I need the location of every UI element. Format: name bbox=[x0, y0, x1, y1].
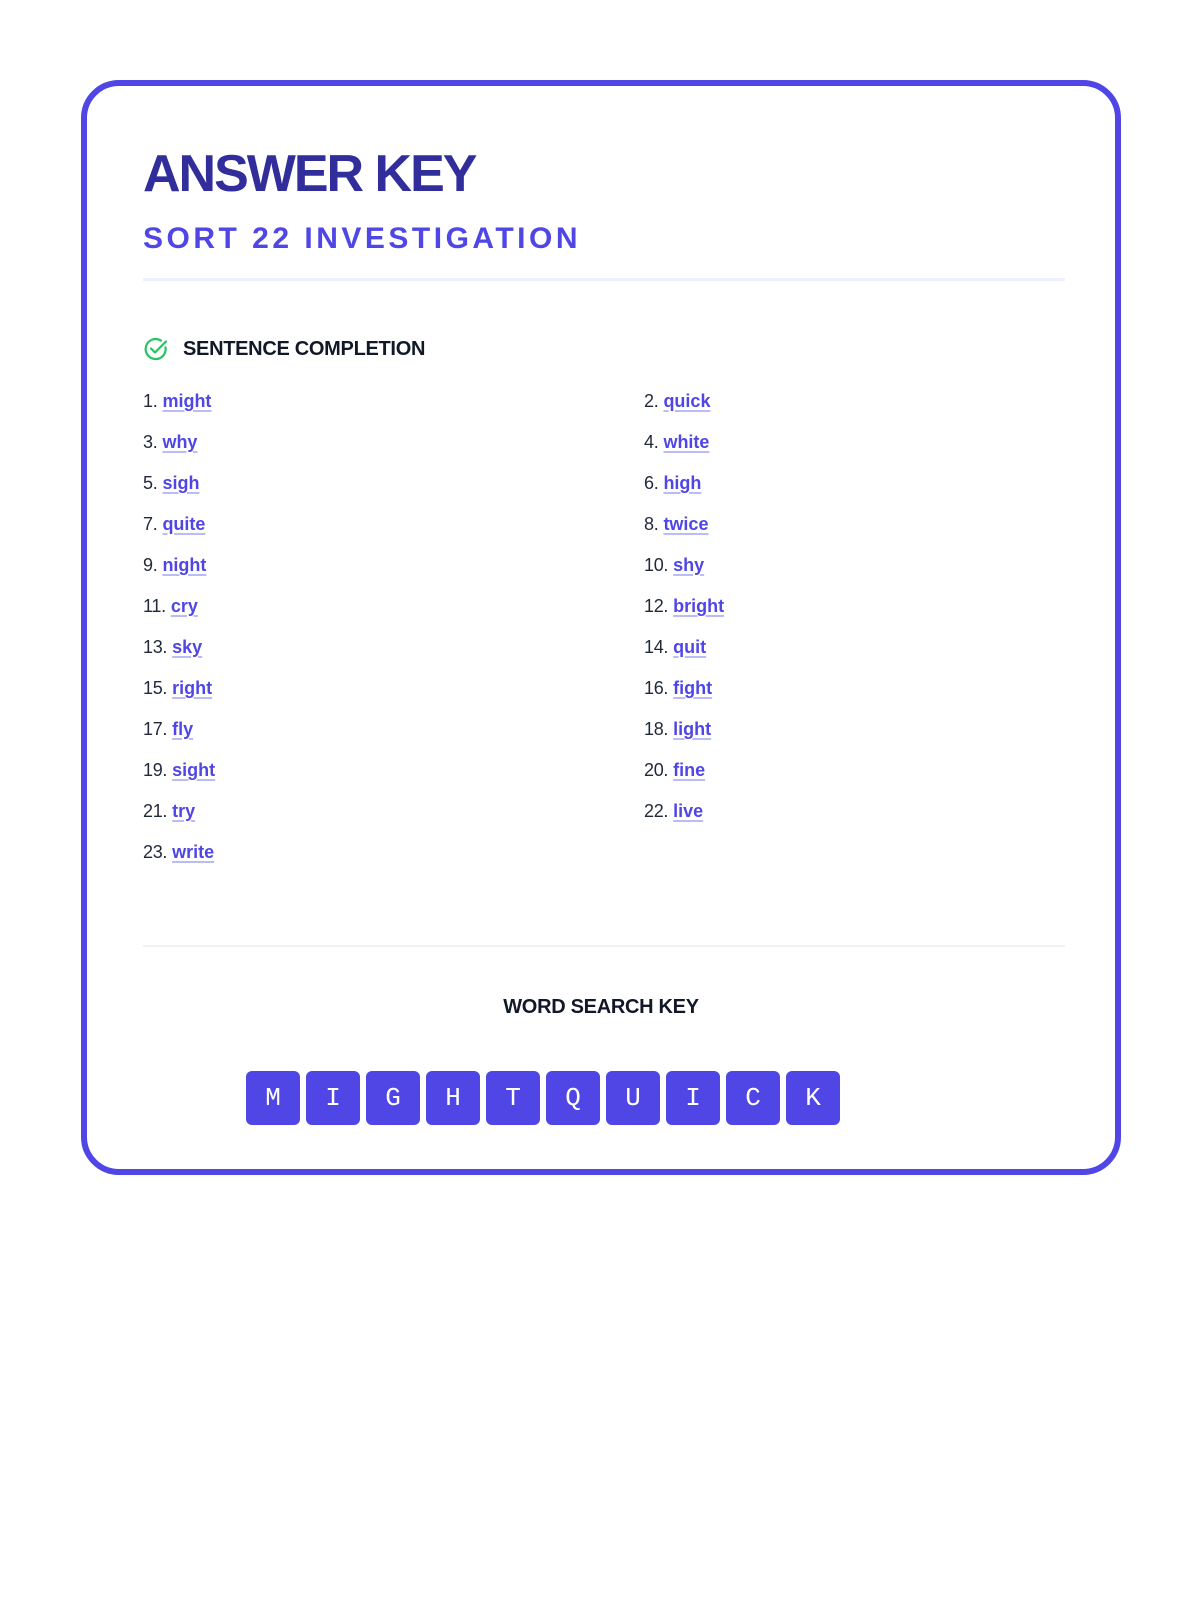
answer-item bbox=[143, 389, 644, 430]
answer-word: fine bbox=[673, 760, 706, 780]
letter-tile: I bbox=[666, 1071, 720, 1125]
check-circle-icon bbox=[143, 336, 169, 362]
answer-number: 10. bbox=[644, 555, 669, 575]
letter-tile: C bbox=[726, 1071, 780, 1125]
answer-word: write bbox=[172, 842, 215, 862]
answer-word: bright bbox=[673, 596, 725, 616]
answer-word: sight bbox=[172, 760, 216, 780]
answer-number: 13. bbox=[143, 637, 168, 657]
answer-list bbox=[143, 389, 1065, 881]
answer-number: 14. bbox=[644, 637, 669, 657]
answer-number: 23. bbox=[143, 842, 168, 862]
answer-number: 4. bbox=[644, 432, 659, 452]
answer-item bbox=[644, 717, 1065, 758]
answer-number: 17. bbox=[143, 719, 168, 739]
answer-number: 12. bbox=[644, 596, 669, 616]
answer-number: 22. bbox=[644, 801, 669, 821]
answer-item bbox=[644, 430, 1065, 471]
answer-word: quick bbox=[663, 391, 711, 411]
answer-number: 3. bbox=[143, 432, 158, 452]
answer-item bbox=[143, 430, 644, 471]
answer-word: cry bbox=[170, 596, 198, 616]
answer-item bbox=[644, 471, 1065, 512]
answer-item bbox=[644, 676, 1065, 717]
word-search-title: WORD SEARCH KEY bbox=[503, 996, 699, 1018]
answer-number: 1. bbox=[143, 391, 158, 411]
answer-item bbox=[644, 758, 1065, 799]
answer-item bbox=[143, 717, 644, 758]
answer-word: why bbox=[162, 432, 198, 452]
answer-item bbox=[143, 512, 644, 553]
answer-word: twice bbox=[663, 514, 709, 534]
section-divider bbox=[143, 945, 1065, 947]
answer-number: 18. bbox=[644, 719, 669, 739]
answer-word: quite bbox=[162, 514, 206, 534]
answer-word: fight bbox=[673, 678, 713, 698]
answer-item bbox=[644, 635, 1065, 676]
answer-item bbox=[644, 553, 1065, 594]
answer-item bbox=[143, 553, 644, 594]
answer-number: 11. bbox=[143, 596, 166, 616]
answer-word: sigh bbox=[162, 473, 200, 493]
answer-word: might bbox=[162, 391, 212, 411]
answer-number: 19. bbox=[143, 760, 168, 780]
page-title: ANSWER KEY bbox=[143, 145, 476, 203]
answer-number: 7. bbox=[143, 514, 158, 534]
answer-word: high bbox=[663, 473, 702, 493]
letter-tile: T bbox=[486, 1071, 540, 1125]
answer-number: 8. bbox=[644, 514, 659, 534]
answer-item bbox=[644, 594, 1065, 635]
answer-number: 21. bbox=[143, 801, 168, 821]
answer-key-card bbox=[81, 80, 1121, 1175]
answer-word: try bbox=[172, 801, 196, 821]
answer-number: 5. bbox=[143, 473, 158, 493]
answer-item bbox=[143, 471, 644, 512]
answer-word: right bbox=[172, 678, 213, 698]
answer-number: 16. bbox=[644, 678, 669, 698]
answer-item bbox=[143, 594, 644, 635]
answer-number: 15. bbox=[143, 678, 168, 698]
word-search-tiles bbox=[246, 1071, 840, 1125]
answer-item bbox=[143, 758, 644, 799]
answer-item bbox=[143, 635, 644, 676]
letter-tile: Q bbox=[546, 1071, 600, 1125]
letter-tile: M bbox=[246, 1071, 300, 1125]
answer-item bbox=[143, 799, 644, 840]
section-title: SENTENCE COMPLETION bbox=[183, 337, 426, 360]
answer-item bbox=[143, 840, 644, 881]
letter-tile: U bbox=[606, 1071, 660, 1125]
answer-number: 20. bbox=[644, 760, 669, 780]
answer-word: quit bbox=[673, 637, 707, 657]
answer-item bbox=[644, 389, 1065, 430]
letter-tile: H bbox=[426, 1071, 480, 1125]
sentence-completion-header bbox=[143, 336, 425, 362]
answer-word: white bbox=[663, 432, 710, 452]
letter-tile: G bbox=[366, 1071, 420, 1125]
letter-tile: I bbox=[306, 1071, 360, 1125]
answer-word: light bbox=[673, 719, 712, 739]
answer-item bbox=[644, 799, 1065, 840]
answer-item bbox=[143, 676, 644, 717]
answer-word: night bbox=[162, 555, 207, 575]
answer-word: sky bbox=[172, 637, 203, 657]
answer-word: live bbox=[673, 801, 704, 821]
answer-number: 6. bbox=[644, 473, 659, 493]
header-divider bbox=[143, 278, 1065, 281]
answer-word: shy bbox=[673, 555, 705, 575]
answer-item bbox=[644, 512, 1065, 553]
answer-number: 2. bbox=[644, 391, 659, 411]
answer-word: fly bbox=[172, 719, 194, 739]
page-subtitle: SORT 22 INVESTIGATION bbox=[143, 222, 581, 255]
letter-tile: K bbox=[786, 1071, 840, 1125]
answer-number: 9. bbox=[143, 555, 158, 575]
